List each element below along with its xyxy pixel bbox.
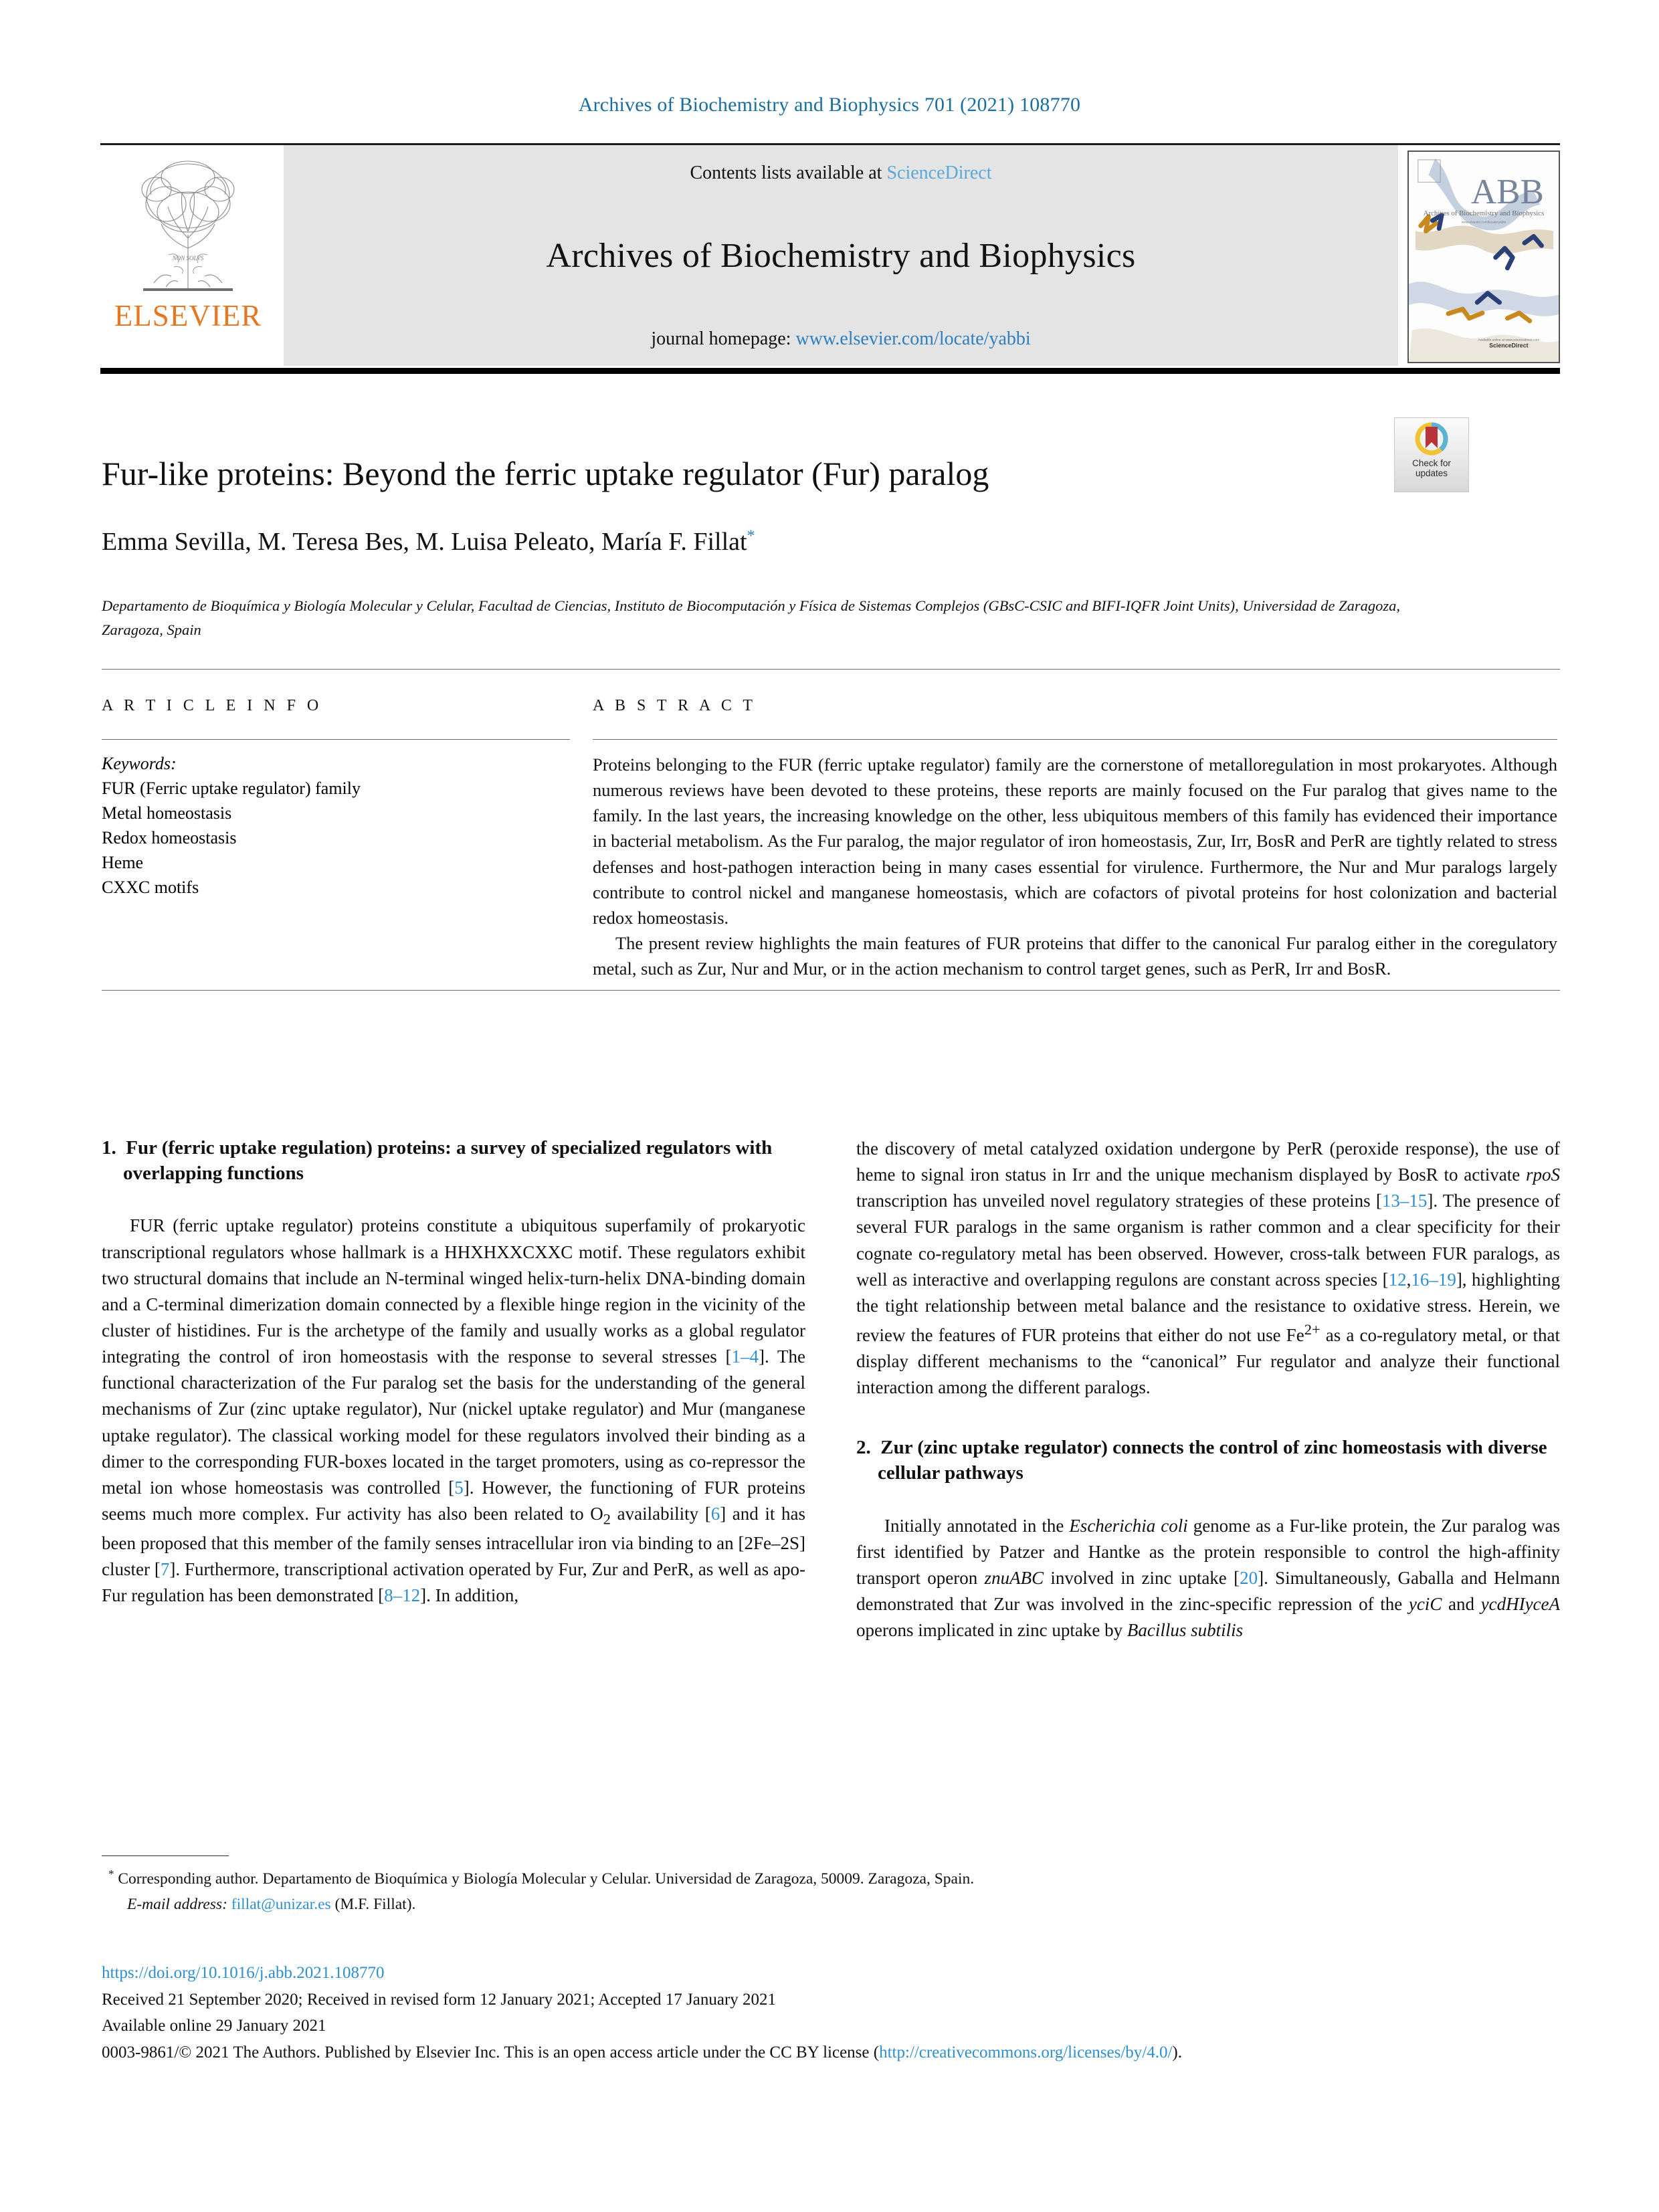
email-note bbox=[108, 1892, 1560, 1917]
italic-gene-ycic: yciC bbox=[1408, 1594, 1442, 1615]
citation-ref[interactable]: 7 bbox=[160, 1559, 170, 1580]
abstract-column bbox=[593, 697, 1557, 981]
italic-gene-ycdhiycea: ycdHIyceA bbox=[1480, 1594, 1561, 1615]
abstract-paragraph: The present review highlights the main features of FUR proteins that differ to the canonical Fur paralog either in the coregulatory metal, such as Zur, Nur and Mur, or in the action mechanism to control target genes, such as PerR, Irr and BosR. bbox=[593, 933, 1557, 979]
right-paragraph-2 bbox=[856, 1513, 1560, 1644]
citation-ref[interactable]: 20 bbox=[1240, 1568, 1258, 1589]
superscript-charge: 2+ bbox=[1304, 1320, 1321, 1338]
text-run: ]. Simultaneously, Gaballa and Helmann demonstrated that Zur was involved in the zinc-specific repression of the bbox=[856, 1568, 1561, 1615]
page-title: Fur-like proteins: Beyond the ferric uptake regulator (Fur) paralog bbox=[102, 455, 989, 492]
text-run: availability [ bbox=[611, 1503, 711, 1524]
elsevier-logo bbox=[100, 145, 276, 366]
sciencedirect-link[interactable]: ScienceDirect bbox=[886, 163, 992, 183]
section-1-title: Fur (ferric uptake regulation) proteins: a survey of specialized regulators with overlapping functions bbox=[123, 1137, 773, 1184]
publication-info bbox=[102, 1960, 1560, 2066]
citation-ref[interactable]: 13–15 bbox=[1381, 1191, 1428, 1211]
crossmark-icon bbox=[1414, 421, 1449, 456]
text-run: ]. The functional characterization of the Fur paralog set the basis for the understanding of the general mechanisms of Zur (zinc uptake regulator), Nur (nickel uptake regulator) and Mur (manganese uptake regulator). The classical working model for these regulators involved their binding as a dimer to the corresponding FUR-boxes located in the target promoters, using as co-repressor the metal ion whose homeostasis was controlled [ bbox=[102, 1346, 805, 1498]
masthead-center-panel bbox=[284, 145, 1398, 366]
citation-separator: , bbox=[1406, 1269, 1411, 1290]
italic-species-bsubtilis: Bacillus subtilis bbox=[1127, 1620, 1244, 1641]
text-run: transcription has unveiled novel regulatory strategies of these proteins [ bbox=[856, 1191, 1382, 1211]
doi-link[interactable]: https://doi.org/10.1016/j.abb.2021.108770 bbox=[102, 1964, 385, 1982]
text-run: ]. The presence of several FUR paralogs in the same organism is rather common and a clear specificity for their cognate co-regulatory metal has been observed. However, cross-talk between FUR paralogs, as well as interactive and overlapping regulons are constant across species [ bbox=[856, 1191, 1560, 1290]
email-label: E-mail address: bbox=[127, 1895, 227, 1913]
citation-ref[interactable]: 5 bbox=[454, 1477, 464, 1498]
elsevier-wordmark: ELSEVIER bbox=[114, 299, 262, 332]
section-2-heading bbox=[856, 1435, 1560, 1486]
italic-species-ecoli: Escherichia coli bbox=[1069, 1515, 1188, 1536]
section-2-number: 2. bbox=[856, 1437, 871, 1459]
article-info-heading: A R T I C L E I N F O bbox=[102, 697, 322, 714]
section-1-number: 1. bbox=[102, 1137, 116, 1159]
body-column-left bbox=[102, 1136, 805, 1831]
text-run: ], highlighting the tight relationship between metal balance and the resistance to oxidative stress. Herein, we review the features of FUR proteins that either do not use Fe bbox=[856, 1269, 1560, 1345]
crossmark-line1: Check for bbox=[1412, 458, 1451, 468]
svg-text:www.elsevier.com/locate/yabbi: www.elsevier.com/locate/yabbi bbox=[1461, 221, 1506, 225]
journal-homepage-link[interactable]: www.elsevier.com/locate/yabbi bbox=[795, 328, 1031, 349]
author-affiliation: Departamento de Bioquímica y Biología Molecular y Celular, Facultad de Ciencias, Instituto de Biocomputación y Física de Sistemas Complejos (GBsC-CSIC and BIFI-IQFR Joint Units), Universidad de Zaragoza, Zaragoza, Spain bbox=[102, 597, 1400, 639]
italic-gene-rpos: rpoS bbox=[1525, 1165, 1560, 1185]
homepage-prefix: journal homepage: bbox=[651, 328, 796, 349]
section-2-title: Zur (zinc uptake regulator) connects the control of zinc homeostasis with diverse cellular pathways bbox=[878, 1437, 1547, 1484]
contents-prefix: Contents lists available at bbox=[690, 163, 887, 183]
keyword-item: FUR (Ferric uptake regulator) family bbox=[102, 778, 361, 798]
section-1-heading bbox=[102, 1136, 805, 1186]
text-run: operons implicated in zinc uptake by bbox=[856, 1620, 1127, 1641]
footnote-rule bbox=[102, 1855, 229, 1856]
abstract-heading: A B S T R A C T bbox=[593, 697, 757, 714]
journal-masthead bbox=[100, 143, 1560, 366]
citation-ref[interactable]: 1–4 bbox=[731, 1346, 759, 1367]
text-run: Initially annotated in the bbox=[884, 1515, 1070, 1536]
body-column-right bbox=[856, 1136, 1560, 1831]
article-info-divider bbox=[102, 739, 570, 740]
copyright-suffix: ). bbox=[1172, 2043, 1182, 2062]
journal-cover-image bbox=[1407, 150, 1560, 363]
title-block bbox=[102, 455, 1405, 492]
contents-list-line bbox=[690, 163, 992, 184]
article-info-column bbox=[102, 697, 570, 900]
available-online-date: Available online 29 January 2021 bbox=[102, 2017, 326, 2035]
text-run: ]. In addition, bbox=[420, 1585, 519, 1606]
citation-ref[interactable]: 6 bbox=[710, 1503, 720, 1524]
email-link[interactable]: fillat@unizar.es bbox=[231, 1895, 331, 1913]
text-run: involved in zinc uptake [ bbox=[1044, 1568, 1240, 1589]
email-suffix: (M.F. Fillat). bbox=[334, 1895, 416, 1913]
svg-text:Archives of Biochemistry and B: Archives of Biochemistry and Biophysics bbox=[1423, 209, 1545, 217]
abstract-divider bbox=[593, 739, 1557, 740]
text-run: ]. Furthermore, transcriptional activation operated by Fur, Zur and PerR, as well as apo-Fur regulation has been demonstrated [ bbox=[102, 1559, 806, 1606]
keywords-label: Keywords: bbox=[102, 754, 177, 773]
keyword-item: Heme bbox=[102, 852, 144, 872]
right-paragraph-1 bbox=[856, 1136, 1560, 1401]
corresponding-author-marker[interactable]: * bbox=[747, 527, 755, 545]
svg-text:ABB: ABB bbox=[1470, 171, 1544, 212]
citation-ref[interactable]: 16–19 bbox=[1411, 1269, 1456, 1290]
author-list bbox=[102, 527, 1391, 557]
left-paragraph-1 bbox=[102, 1213, 805, 1609]
keyword-item: Metal homeostasis bbox=[102, 803, 232, 823]
text-run: and bbox=[1442, 1594, 1481, 1615]
citation-ref[interactable]: 12 bbox=[1388, 1269, 1407, 1290]
crossmark-line2: updates bbox=[1415, 468, 1448, 479]
crossmark-label bbox=[1412, 458, 1451, 478]
keyword-item: CXXC motifs bbox=[102, 877, 199, 897]
svg-text:NON SOLVS: NON SOLVS bbox=[172, 255, 204, 262]
footnote-block bbox=[108, 1865, 1560, 1917]
masthead-bottom-rule bbox=[100, 368, 1560, 374]
italic-gene-znuabc: znuABC bbox=[984, 1568, 1044, 1589]
received-dates: Received 21 September 2020; Received in revised form 12 January 2021; Accepted 17 January 2021 bbox=[102, 1990, 777, 2009]
journal-homepage-line bbox=[651, 328, 1030, 350]
text-run: genome as a Fur-like protein, the Zur paralog was first identified by Patzer and Hantke as the protein responsible to control the high-affinity transport operon bbox=[856, 1515, 1560, 1589]
text-run: ]. However, the functioning of FUR proteins seems much more complex. Fur activity has also been related to O bbox=[102, 1477, 805, 1524]
keyword-item: Redox homeostasis bbox=[102, 827, 237, 847]
abstract-bottom-rule bbox=[102, 990, 1560, 991]
corresponding-author-text: Corresponding author. Departamento de Bioquímica y Biología Molecular y Celular. Universidad de Zaragoza, 50009. Zaragoza, Spain. bbox=[114, 1870, 975, 1888]
svg-text:Available online at www.scienc: Available online at www.sciencedirect.com bbox=[1478, 338, 1540, 342]
text-run: FUR (ferric uptake regulator) proteins constitute a ubiquitous superfamily of prokaryotic transcriptional regulators whose hallmark is a HHXHXXCXXC motif. These regulators exhibit two structural domains that include an N-terminal winged helix-turn-helix DNA-binding domain and a C-terminal dimerization domain connected by a flexible hinge region in the vicinity of the cluster of histidines. Fur is the archetype of the family and usually works as a global regulator integrating the control of iron homeostasis with the response to several stresses [ bbox=[102, 1215, 805, 1367]
subscript-2: 2 bbox=[603, 1510, 611, 1528]
cc-license-link[interactable]: http://creativecommons.org/licenses/by/4.0/ bbox=[879, 2043, 1173, 2062]
text-run: the discovery of metal catalyzed oxidation undergone by PerR (peroxide response), the use of heme to signal iron status in Irr and the unique mechanism displayed by BosR to activate bbox=[856, 1138, 1560, 1185]
elsevier-tree-icon bbox=[131, 155, 245, 298]
running-head: Archives of Biochemistry and Biophysics 701 (2021) 108770 bbox=[578, 94, 1081, 116]
abstract-paragraph: Proteins belonging to the FUR (ferric uptake regulator) family are the cornerstone of metalloregulation in most prokaryotes. Although numerous reviews have been devoted to these proteins, these reports are mainly focused on the Fur paralog that gives name to the family. In the last years, the increasing knowledge on the other, less ubiquitous members of this family has evidenced their importance in bacterial metabolism. As the Fur paralog, the major regulator of iron homeostasis, Zur, Irr, BosR and PerR are tightly related to stress defenses and host-pathogen interaction being in many cases essential for virulence. Furthermore, the Nur and Mur paralogs largely contribute to control nickel and manganese homeostasis, which are cofactors of pivotal proteins for host colonization and bacterial redox homeostasis. bbox=[593, 755, 1557, 928]
copyright-line bbox=[102, 2039, 1560, 2066]
corresponding-author-note bbox=[108, 1865, 1560, 1892]
text-run: ] and it has been proposed that this member of the family senses intracellular iron via binding to an [2Fe–2S] cluster [ bbox=[102, 1503, 806, 1580]
author-names: Emma Sevilla, M. Teresa Bes, M. Luisa Peleato, María F. Fillat bbox=[102, 528, 747, 556]
footnote-star: * bbox=[108, 1868, 114, 1880]
journal-title: Archives of Biochemistry and Biophysics bbox=[546, 237, 1136, 275]
info-section-top-rule bbox=[102, 669, 1560, 670]
text-run: as a co-regulatory metal, or that display different mechanisms to the “canonical” Fur regulator and analyze their functional interaction among the different paralogs. bbox=[856, 1324, 1560, 1398]
svg-text:ScienceDirect: ScienceDirect bbox=[1489, 342, 1529, 349]
crossmark-badge[interactable] bbox=[1394, 417, 1469, 492]
article-body bbox=[102, 1136, 1560, 1831]
copyright-prefix: 0003-9861/© 2021 The Authors. Published by Elsevier Inc. This is an open access article under the CC BY license ( bbox=[102, 2043, 880, 2062]
abstract-body bbox=[593, 752, 1557, 981]
citation-ref[interactable]: 8–12 bbox=[384, 1585, 421, 1606]
